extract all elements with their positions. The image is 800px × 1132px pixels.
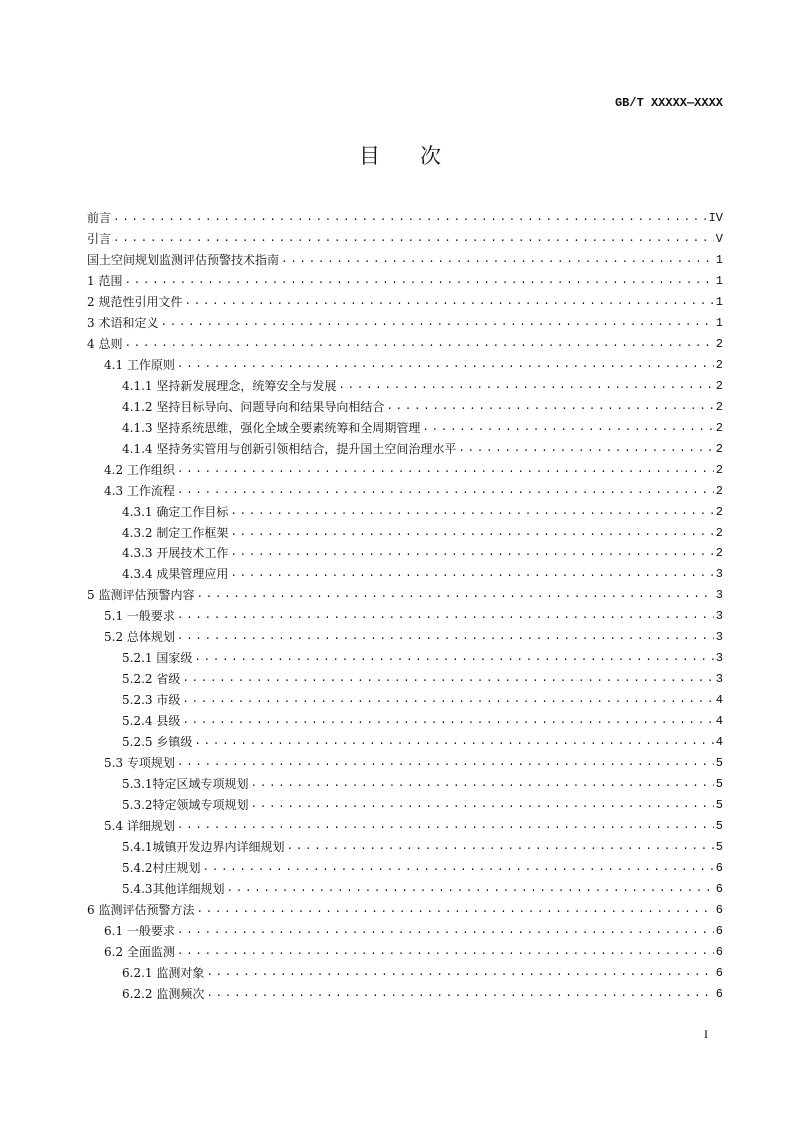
- standard-number: GB/T XXXXX—XXXX: [614, 96, 723, 110]
- dot-leader: [177, 818, 714, 834]
- toc-entry[interactable]: [87, 289, 723, 310]
- toc-entry-page: 6: [715, 944, 723, 959]
- toc-entry-page: IV: [708, 210, 723, 225]
- dot-leader: [124, 336, 713, 352]
- toc-entry[interactable]: [87, 499, 723, 520]
- toc-entry-page: 6: [715, 986, 723, 1001]
- dot-leader: [177, 944, 714, 960]
- dot-leader: [230, 504, 713, 520]
- toc-entry-label: 5.2.2 省级: [122, 672, 181, 687]
- toc-entry-page: 5: [715, 798, 723, 813]
- dot-leader: [206, 965, 713, 981]
- toc-entry-label: 4.3.4 成果管理应用: [122, 567, 229, 582]
- toc-entry-label: 6 监测评估预警方法: [87, 902, 195, 917]
- toc-entry[interactable]: [87, 582, 723, 603]
- toc-entry[interactable]: [87, 268, 723, 289]
- dot-leader: [230, 545, 713, 561]
- dot-leader: [230, 566, 713, 582]
- dot-leader: [338, 378, 713, 394]
- toc-entry[interactable]: [87, 834, 723, 855]
- toc-entry-page: V: [715, 231, 723, 246]
- toc-entry-label: 5.2.4 县级: [122, 714, 181, 729]
- toc-entry[interactable]: [87, 478, 723, 499]
- dot-leader: [182, 692, 713, 708]
- toc-entry-page: 2: [715, 504, 723, 519]
- dot-leader: [177, 755, 714, 771]
- dot-leader: [177, 462, 714, 478]
- toc-entry-page: 4: [715, 735, 723, 750]
- toc-entry-page: 2: [715, 462, 723, 477]
- toc-entry-label: 4.2 工作组织: [104, 462, 175, 477]
- dot-leader: [281, 252, 714, 268]
- toc-entry[interactable]: [87, 205, 723, 226]
- dot-leader: [177, 923, 714, 939]
- toc-entry[interactable]: [87, 876, 723, 897]
- toc-entry-page: 1: [715, 252, 723, 267]
- toc-entry-label: 5 监测评估预警内容: [87, 588, 195, 603]
- page-number: I: [704, 1027, 708, 1041]
- toc-entry[interactable]: [87, 394, 723, 415]
- toc-entry-label: 引言: [87, 231, 112, 246]
- toc-entry-page: 3: [715, 588, 723, 603]
- dot-leader: [184, 294, 713, 310]
- toc-entry-page: 5: [715, 777, 723, 792]
- dot-leader: [160, 315, 713, 331]
- dot-leader: [182, 713, 713, 729]
- toc-entry-label: 5.3.2特定领域专项规划: [122, 798, 249, 813]
- toc-entry-label: 4.1.4 坚持务实管用与创新引领相结合，提升国土空间治理水平: [122, 441, 457, 456]
- toc-entry[interactable]: [87, 415, 723, 436]
- toc-entry-label: 5.4.3其他详细规划: [122, 881, 225, 896]
- dot-leader: [196, 902, 713, 918]
- toc-entry-page: 6: [715, 881, 723, 896]
- toc-entry[interactable]: [87, 666, 723, 687]
- toc-entry-page: 1: [715, 294, 723, 309]
- toc-entry[interactable]: [87, 687, 723, 708]
- toc-entry-label: 5.2.1 国家级: [122, 651, 193, 666]
- toc-entry-page: 6: [715, 861, 723, 875]
- toc-entry-page: 3: [715, 609, 723, 624]
- dot-leader: [177, 608, 714, 624]
- toc-entry-label: 5.3 专项规划: [104, 756, 175, 771]
- toc-entry-label: 4.1.3 坚持系统思维，强化全域全要素统筹和全周期管理: [122, 420, 421, 435]
- toc-entry-label: 5.4.2村庄规划: [122, 861, 201, 875]
- toc-entry-label: 前言: [87, 210, 112, 225]
- toc-entry-label: 4.3.2 制定工作框架: [122, 525, 229, 540]
- toc-entry[interactable]: [87, 331, 723, 352]
- toc-entry-label: 6.2.1 监测对象: [122, 965, 205, 980]
- toc-entry-page: 2: [715, 378, 723, 393]
- dot-leader: [113, 210, 707, 226]
- toc-entry-page: 6: [715, 902, 723, 917]
- toc-entry-page: 2: [715, 336, 723, 351]
- dot-leader: [182, 671, 713, 687]
- toc-entry-label: 4.3.3 开展技术工作: [122, 546, 229, 561]
- dot-leader: [113, 231, 714, 247]
- toc-entry-label: 5.3.1特定区域专项规划: [122, 777, 249, 792]
- toc-entry-label: 4.3 工作流程: [104, 483, 175, 498]
- toc-entry[interactable]: [87, 457, 723, 478]
- toc-entry-page: 6: [715, 923, 723, 938]
- toc-entry[interactable]: [87, 813, 723, 834]
- toc-entry[interactable]: [87, 436, 723, 457]
- toc-entry-label: 5.2.5 乡镇级: [122, 735, 193, 750]
- toc-entry-page: 5: [715, 840, 723, 855]
- toc-entry-label: 4.1 工作原则: [104, 357, 175, 372]
- toc-entry-page: 1: [715, 273, 723, 288]
- toc-entry-page: 1: [715, 315, 723, 330]
- page-title: 目次: [359, 144, 481, 168]
- toc-entry[interactable]: [87, 939, 723, 960]
- toc-entry[interactable]: [87, 624, 723, 645]
- toc-entry-label: 5.4.1城镇开发边界内详细规划: [122, 840, 285, 855]
- dot-leader: [177, 483, 714, 499]
- dot-leader: [194, 650, 713, 666]
- toc-entry[interactable]: [87, 750, 723, 771]
- toc-entry[interactable]: [87, 520, 723, 541]
- toc-entry-page: 3: [715, 567, 723, 582]
- dot-leader: [196, 587, 713, 603]
- toc-entry[interactable]: [87, 855, 723, 876]
- toc-entry[interactable]: [87, 960, 723, 981]
- toc-entry-page: 4: [715, 693, 723, 708]
- toc-entry[interactable]: [87, 310, 723, 331]
- toc-entry-page: 3: [715, 651, 723, 666]
- dot-leader: [194, 734, 713, 750]
- dot-leader: [458, 441, 713, 457]
- toc-entry-label: 3 术语和定义: [87, 315, 159, 330]
- toc-entry[interactable]: [87, 247, 723, 268]
- toc-entry[interactable]: [87, 352, 723, 373]
- toc-entry-label: 4.3.1 确定工作目标: [122, 504, 229, 519]
- toc-entry-label: 6.2.2 监测频次: [122, 986, 205, 1001]
- toc-entry[interactable]: [87, 603, 723, 624]
- toc-entry[interactable]: [87, 981, 723, 1002]
- table-of-contents: [87, 205, 723, 1002]
- toc-entry-page: 4: [715, 714, 723, 729]
- dot-leader: [177, 629, 714, 645]
- toc-entry-page: 3: [715, 672, 723, 687]
- toc-entry[interactable]: [87, 226, 723, 247]
- dot-leader: [177, 357, 714, 373]
- toc-entry-page: 2: [715, 546, 723, 561]
- toc-entry-label: 1 范围: [87, 273, 123, 288]
- dot-leader: [251, 776, 714, 792]
- dot-leader: [227, 881, 714, 897]
- dot-leader: [251, 797, 714, 813]
- toc-entry[interactable]: [87, 708, 723, 729]
- toc-entry-label: 4.1.1 坚持新发展理念，统筹安全与发展: [122, 378, 337, 393]
- toc-entry-label: 4.1.2 坚持目标导向、问题导向和结果导向相结合: [122, 399, 385, 414]
- toc-entry-label: 6.1 一般要求: [104, 923, 175, 938]
- toc-entry-page: 2: [715, 357, 723, 372]
- toc-entry[interactable]: [87, 897, 723, 918]
- toc-entry-label: 5.2.3 市级: [122, 693, 181, 708]
- toc-entry-page: 2: [715, 483, 723, 498]
- dot-leader: [287, 839, 714, 855]
- toc-entry[interactable]: [87, 771, 723, 792]
- toc-entry-label: 5.2 总体规划: [104, 630, 175, 645]
- dot-leader: [386, 399, 713, 415]
- dot-leader: [206, 986, 713, 1002]
- toc-entry[interactable]: [87, 561, 723, 582]
- dot-leader: [124, 273, 713, 289]
- toc-entry-page: 2: [715, 399, 723, 414]
- toc-entry-label: 4 总则: [87, 336, 123, 351]
- toc-entry[interactable]: [87, 792, 723, 813]
- toc-entry[interactable]: [87, 541, 723, 562]
- toc-entry-page: 6: [715, 965, 723, 980]
- dot-leader: [203, 860, 714, 876]
- toc-entry-label: 国土空间规划监测评估预警技术指南: [87, 252, 280, 267]
- toc-entry[interactable]: [87, 918, 723, 939]
- toc-entry-page: 2: [715, 420, 723, 435]
- toc-entry-page: 2: [715, 441, 723, 456]
- toc-entry-label: 6.2 全面监测: [104, 944, 175, 959]
- toc-entry-page: 3: [715, 630, 723, 645]
- toc-entry-label: 5.1 一般要求: [104, 609, 175, 624]
- toc-entry-page: 5: [715, 756, 723, 771]
- toc-entry-page: 2: [715, 525, 723, 540]
- dot-leader: [230, 525, 713, 541]
- toc-entry-page: 5: [715, 819, 723, 834]
- toc-entry-label: 5.4 详细规划: [104, 819, 175, 834]
- toc-entry-label: 2 规范性引用文件: [87, 294, 183, 309]
- toc-entry[interactable]: [87, 645, 723, 666]
- dot-leader: [422, 420, 713, 436]
- toc-entry[interactable]: [87, 373, 723, 394]
- toc-entry[interactable]: [87, 729, 723, 750]
